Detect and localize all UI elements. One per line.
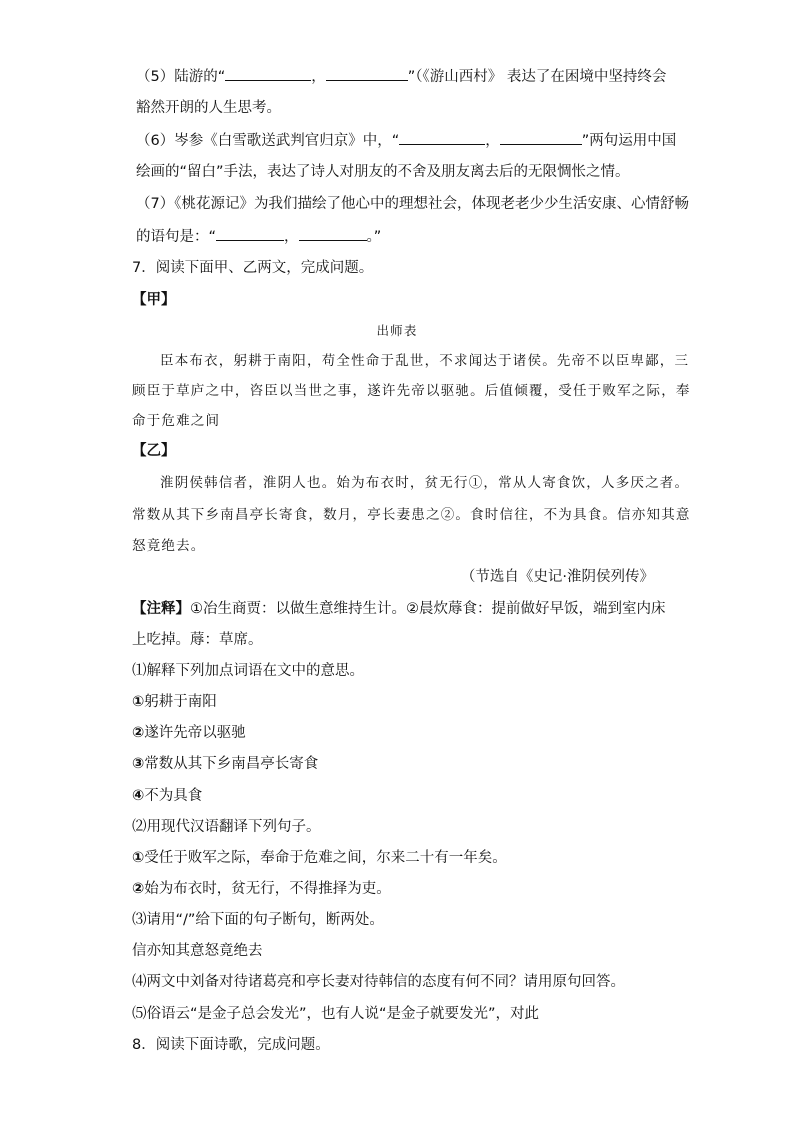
jia-label: 【甲】 xyxy=(132,292,176,308)
jia-paragraph-line3: 命于危难之间 xyxy=(132,413,221,429)
marker-2: ② xyxy=(132,725,145,741)
sub-question-3-text: 信亦知其意怒竟绝去 xyxy=(132,943,263,959)
sub-question-1-a-text: 躬耕于南阳 xyxy=(144,694,217,710)
q7-intro: 7．阅读下面甲、乙两文，完成问题。 xyxy=(132,260,374,276)
q6-item5-text-a: （5）陆游的“ xyxy=(136,69,226,85)
yi-paragraph-line3: 怒竟绝去。 xyxy=(132,538,206,554)
marker-1: ① xyxy=(132,850,145,866)
sub-question-1-c xyxy=(132,754,318,774)
fill-blank[interactable] xyxy=(299,226,367,241)
sub-question-1-a xyxy=(132,692,217,712)
sub-question-4: ⑷两文中刘备对待诸葛亮和亭长妻对待韩信的态度有何不同？请用原句回答。 xyxy=(132,974,625,990)
notes-label: 【注释】 xyxy=(132,601,190,617)
yi-paragraph-line1: 淮阴侯韩信者，淮阴人也。始为布衣时，贫无行①，常从人寄食饮，人多厌之者。 xyxy=(160,475,690,491)
sub-question-3: ⑶请用“/”给下面的句子断句，断两处。 xyxy=(132,912,384,928)
q6-item7-text-b: 的语句是：“ xyxy=(136,229,217,245)
fill-blank[interactable] xyxy=(500,130,582,145)
sub-question-1: ⑴解释下列加点词语在文中的意思。 xyxy=(132,663,364,679)
sub-question-5: ⑸俗语云“是金子总会发光”，也有人说“是金子就要发光”，对此 xyxy=(132,1006,540,1022)
yi-label: 【乙】 xyxy=(132,443,176,459)
marker-1: ① xyxy=(132,694,145,710)
fill-blank[interactable] xyxy=(326,66,408,81)
q6-item5-text-c: ”（《游山西村》 表达了在困境中坚持终会 xyxy=(407,69,667,85)
fill-blank[interactable] xyxy=(225,66,311,81)
q6-item7-line2 xyxy=(136,226,381,247)
marker-4: ④ xyxy=(132,788,145,804)
q6-item5-line1 xyxy=(136,66,666,87)
fill-blank[interactable] xyxy=(216,226,284,241)
sub-question-2-a xyxy=(132,848,507,868)
sub-question-1-d-text: 不为具食 xyxy=(144,788,203,804)
source-citation: （节选自《史记·淮阴侯列传》 xyxy=(460,569,654,585)
sub-question-1-c-text: 常数从其下乡南昌亭长寄食 xyxy=(144,756,319,772)
sub-question-2-a-text: 受任于败军之际，奉命于危难之间，尔来二十有一年矣。 xyxy=(144,850,507,866)
q6-item6-line1 xyxy=(136,130,676,151)
jia-paragraph-line1: 臣本布衣，躬耕于南阳，苟全性命于乱世，不求闻达于诸侯。先帝不以臣卑鄙，三 xyxy=(160,353,690,369)
q6-item6-line2: 绘画的“留白”手法，表达了诗人对朋友的不舍及朋友离去后的无限惆怅之情。 xyxy=(136,164,630,180)
sub-question-2-b xyxy=(132,879,391,899)
sub-question-1-b xyxy=(132,723,246,743)
marker-2: ② xyxy=(132,881,145,897)
q6-item6-text-a: （6）岑参《白雪歌送武判官归京》中，“ xyxy=(136,133,400,149)
sub-question-1-b-text: 遂许先帝以驱驰 xyxy=(144,725,246,741)
q6-item7-line1: （7）《桃花源记》为我们描绘了他心中的理想社会，体现老老少少生活安康、心情舒畅 xyxy=(136,196,689,212)
notes-line1 xyxy=(132,599,666,619)
jia-title: 出师表 xyxy=(376,323,418,338)
q6-item5-text-b: ， xyxy=(311,69,326,85)
q6-item6-text-c: ”两句运用中国 xyxy=(581,133,677,149)
notes-text: ①冶生商贾：以做生意维持生计。②晨炊蓐食：提前做好早饭，端到室内床 xyxy=(190,601,666,617)
sub-question-1-d xyxy=(132,786,202,806)
jia-paragraph-line2: 顾臣于草庐之中，咨臣以当世之事，遂许先帝以驱驰。后值倾覆，受任于败军之际，奉 xyxy=(132,383,691,399)
yi-paragraph-line2: 常数从其下乡南昌亭长寄食，数月，亭长妻患之②。食时信往，不为具食。信亦知其意 xyxy=(132,507,691,523)
q6-item6-text-b: ， xyxy=(485,133,500,149)
q8-intro: 8．阅读下面诗歌，完成问题。 xyxy=(132,1037,330,1053)
q6-item5-line2: 豁然开朗的人生思考。 xyxy=(136,100,281,116)
sub-question-2: ⑵用现代汉语翻译下列句子。 xyxy=(132,819,321,835)
q6-item7-text-d: 。” xyxy=(366,229,382,245)
marker-3: ③ xyxy=(132,756,145,772)
q6-item7-text-c: ， xyxy=(284,229,299,245)
sub-question-2-b-text: 始为布衣时，贫无行，不得推择为吏。 xyxy=(144,881,391,897)
notes-line2: 上吃掉。蓐：草席。 xyxy=(132,632,263,648)
fill-blank[interactable] xyxy=(399,130,485,145)
